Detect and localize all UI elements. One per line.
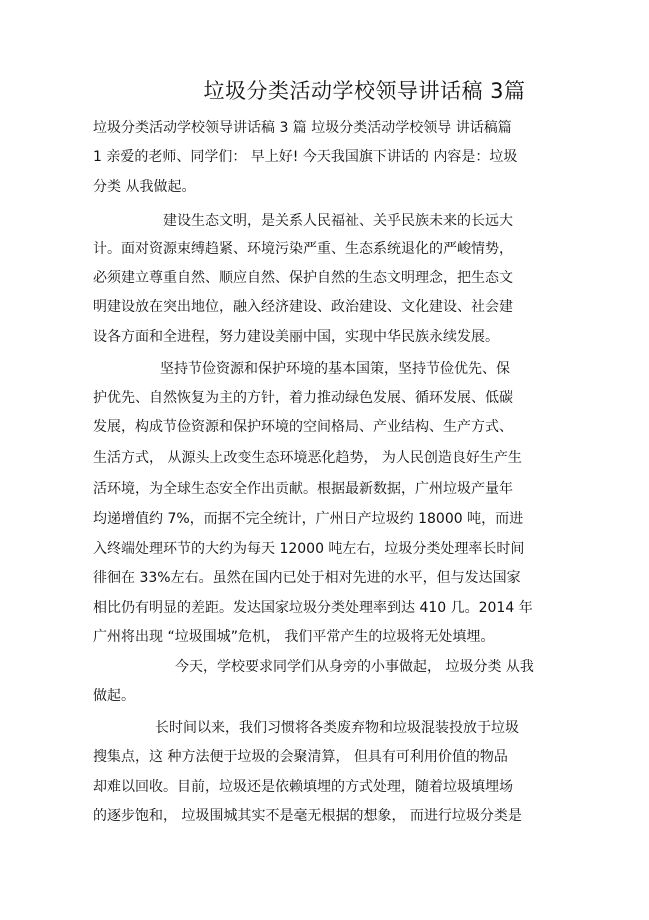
text-line: 相比仍有明显的差距。发达国家垃圾分类处理率到达 410 几。2014 年 xyxy=(93,600,533,616)
text-line: 搜集点，这 种方法便于垃圾的会聚清算， 但具有可利用价值的物品 xyxy=(93,749,508,765)
text-line: 的逐步饱和， 垃圾围城其实不是毫无根据的想象， 而进行垃圾分类是 xyxy=(93,808,522,824)
text-line: 生活方式， 从源头上改变生态环境恶化趋势， 为人民创造良好生产生 xyxy=(93,450,522,466)
page-title: 垃圾分类活动学校领导讲话稿 3篇 xyxy=(203,79,526,103)
text-line: 设各方面和全进程，努力建设美丽中国，实现中华民族永续发展。 xyxy=(93,329,499,345)
text-line: 计。面对资源束缚趋紧、环境污染严重、生态系统退化的严峻情势， xyxy=(93,241,513,257)
paragraph-first-line: 今天，学校要求同学们从身旁的小事做起， 垃圾分类 从我 xyxy=(175,659,534,675)
text-line: 广州将出现 “垃圾围城”危机， 我们平常产生的垃圾将无处填埋。 xyxy=(93,629,495,645)
text-line: 却难以回收。目前，垃圾还是依赖填埋的方式处理，随着垃圾填埋场 xyxy=(93,779,513,795)
paragraph-first-line: 建设生态文明，是关系人民福祉、关乎民族未来的长远大 xyxy=(163,213,513,229)
text-line: 护优先、自然恢复为主的方针，着力推动绿色发展、循环发展、低碳 xyxy=(93,390,513,406)
text-line: 1 亲爱的老师、同学们： 早上好! 今天我国旗下讲话的 内容是：垃圾 xyxy=(93,149,518,165)
text-line: 活环境，为全球生态安全作出贡献。根据最新数据，广州垃圾产量年 xyxy=(93,481,513,497)
text-line: 明建设放在突出地位，融入经济建设、政治建设、文化建设、社会建 xyxy=(93,299,513,315)
text-line: 分类 从我做起。 xyxy=(93,179,196,195)
text-line: 徘徊在 33%左右。虽然在国内已处于相对先进的水平，但与发达国家 xyxy=(93,570,521,586)
text-line: 入终端处理环节的大约为每天 12000 吨左右，垃圾分类处理率长时间 xyxy=(93,541,525,557)
text-line: 均递增值约 7%，而据不完全统计，广州日产垃圾约 18000 吨，而进 xyxy=(93,511,524,527)
text-line: 做起。 xyxy=(93,688,135,704)
paragraph-first-line: 坚持节俭资源和保护环境的基本国策，坚持节俭优先、保 xyxy=(160,361,510,377)
text-line: 垃圾分类活动学校领导讲话稿 3 篇 垃圾分类活动学校领导 讲话稿篇 xyxy=(93,120,512,136)
paragraph-first-line: 长时间以来，我们习惯将各类废弃物和垃圾混装投放于垃圾 xyxy=(155,720,519,736)
text-line: 发展，构成节俭资源和保护环境的空间格局、产业结构、生产方式、 xyxy=(93,419,513,435)
text-line: 必须建立尊重自然、顺应自然、保护自然的生态文明理念，把生态文 xyxy=(93,270,513,286)
